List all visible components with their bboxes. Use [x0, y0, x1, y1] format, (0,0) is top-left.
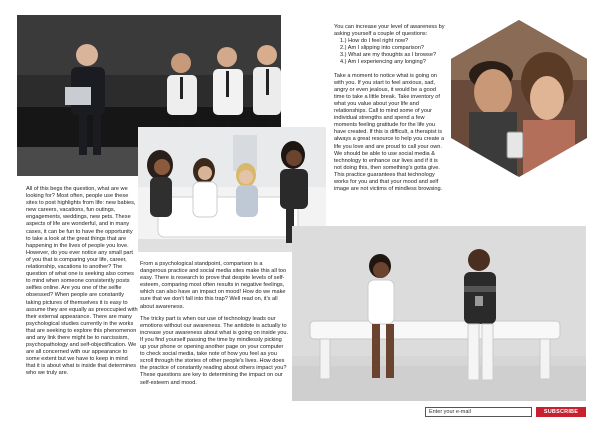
column-middle-paragraph-1: From a psychological standpoint, comparison is a dangerous practice and social media sites make this all too easy. There is research to prove that despite levels of self-esteem, comparing most often results in negative feelings, which can also have an impact on mood! How do we make sure that we don't fall into this trap? Well read on, it's all about awareness.: [140, 261, 287, 310]
email-input[interactable]: [425, 407, 532, 417]
column-right-intro: You can increase your level of awareness by asking yourself a couple of questions:: [334, 24, 445, 38]
awareness-question: 2.) Am I slipping into comparison?: [340, 45, 424, 52]
column-right-paragraph-2: Take a moment to notice what is going on with you. If you start to feel anxious, sad, angry or even jealous, it would be a good time to take a little break. Take inventory of what you value about your life and relationships. Call to mind some of your individual strengths and spend a few moments feeling gratitude for the life you have created. If this is difficult, a therapist is always a great resource to help you create a life you love and are proud to call your own. We should be able to use social media & technology to enhance our lives and if it is not doing this, then something's gotta give. This practice guarantees that technology works for you and that your mood and self image are not victims of mindless browsing.: [334, 72, 445, 193]
awareness-questions-list: [334, 38, 447, 66]
subscribe-button[interactable]: SUBSCRIBE: [536, 407, 586, 417]
article-column-right: [334, 24, 447, 198]
column-left-paragraph: All of this begs the question, what are we looking for? Most often, people use these sites to post highlights from life: new babies, new careers, vacations, fun outings, engagements, weddings, new pets. These aspects of life are wonderful, and in many cases, it can be fun to have the opportunity to take a look at the great things that are happening in the lives of people you love. However, do you ever notice any small part of you that is comparing your life, career, relationship, vacations to another? The question of what one is seeking also comes to mind when someone consistently posts selfies online. Are you one of the selfie obsessed? When people are constantly taking pictures of themselves it is easy to assume they are equally as preoccupied with their external appearance. There are many psychological studies currently in the works that are seeking to explore this phenomenon and any link there might be to narcissism, psychopathology and self-objectification. We are all concerned with our appearance to some extent but we have to keep in mind that it is about what is inside that determines who we truly are.: [26, 186, 138, 377]
awareness-question: 1.) How do I feel right now?: [340, 38, 409, 45]
column-middle-paragraph-2: The tricky part is when our use of technology leads our emotions without our awareness. The antidote is actually to increase your awareness about what is going on inside you. If you find yourself passing the time by mindlessly picking up your phone or opening another page on your computer to check social media, take note of how you feel as you scroll through the stories of other people's lives. How does the practice of constantly reading about others impact you? These questions are key to determining the impact on our self-esteem and mood.: [140, 315, 289, 386]
article-column-middle: [140, 261, 288, 392]
article-column-left: [26, 186, 138, 383]
awareness-question: 4.) Am I experiencing any longing?: [340, 59, 426, 66]
awareness-question: 3.) What are my thoughts as I browse?: [340, 52, 437, 59]
photo-selfie-couple-hexagon: [451, 20, 587, 177]
photo-couple-bench-phones: [292, 226, 586, 401]
